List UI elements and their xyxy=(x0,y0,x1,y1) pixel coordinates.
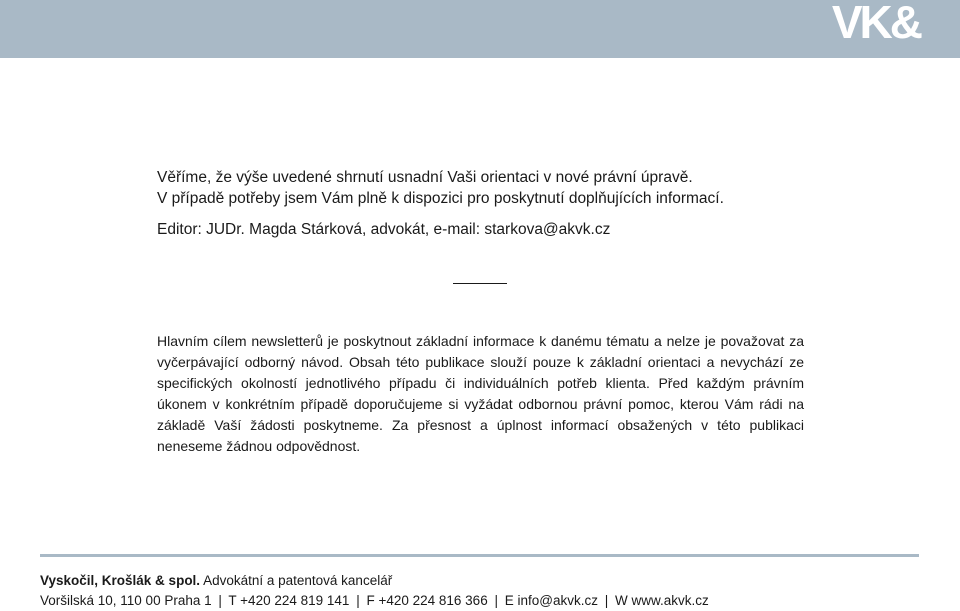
footer-address: Voršilská 10, 110 00 Praha 1 xyxy=(40,593,212,608)
intro-paragraph xyxy=(157,167,804,209)
footer-email: E info@akvk.cz xyxy=(504,593,598,608)
footer xyxy=(40,571,920,611)
disclaimer-paragraph: Hlavním cílem newsletterů je poskytnout základní informace k danému tématu a nelze je považovat za vyčerpávající odborný návod. Obsah této publikace slouží pouze k základní orientaci a nevychází ze specifických okolností jednotlivého případu či individuálních potřeb klienta. Před každým právním úkonem v konkrétním případě doporučujeme si vyžádat odbornou právní pomoc, kterou Vám rádi na základě Vaší žádosti poskytneme. Za přesnost a úplnost informací obsažených v této publikaci neneseme žádnou odpovědnost. xyxy=(157,333,804,454)
footer-firm-line xyxy=(40,571,920,591)
separator: | xyxy=(218,593,222,608)
separator: | xyxy=(604,593,609,608)
vk-logo: VK& xyxy=(831,0,920,48)
footer-fax: F +420 224 816 366 xyxy=(366,593,488,608)
footer-phone: T +420 224 819 141 xyxy=(228,593,350,608)
divider-line xyxy=(453,283,507,284)
footer-contact-line xyxy=(40,591,920,611)
header-band xyxy=(0,0,960,58)
separator: | xyxy=(494,593,498,608)
intro-line-1: Věříme, že výše uvedené shrnutí usnadní Vaši orientaci v nové právní úpravě. xyxy=(157,169,693,186)
separator: | xyxy=(356,593,360,608)
footer-web: W www.akvk.cz xyxy=(615,593,709,608)
intro-block xyxy=(157,167,804,240)
footer-divider xyxy=(40,554,919,557)
intro-line-2: V případě potřeby jsem Vám plně k dispozici pro poskytnutí doplňujících informací. xyxy=(157,190,724,207)
firm-description: Advokátní a patentová kancelář xyxy=(203,573,393,588)
editor-line: Editor: JUDr. Magda Stárková, advokát, e-mail: starkova@akvk.cz xyxy=(157,221,611,238)
firm-name: Vyskočil, Krošlák & spol. xyxy=(40,573,201,588)
